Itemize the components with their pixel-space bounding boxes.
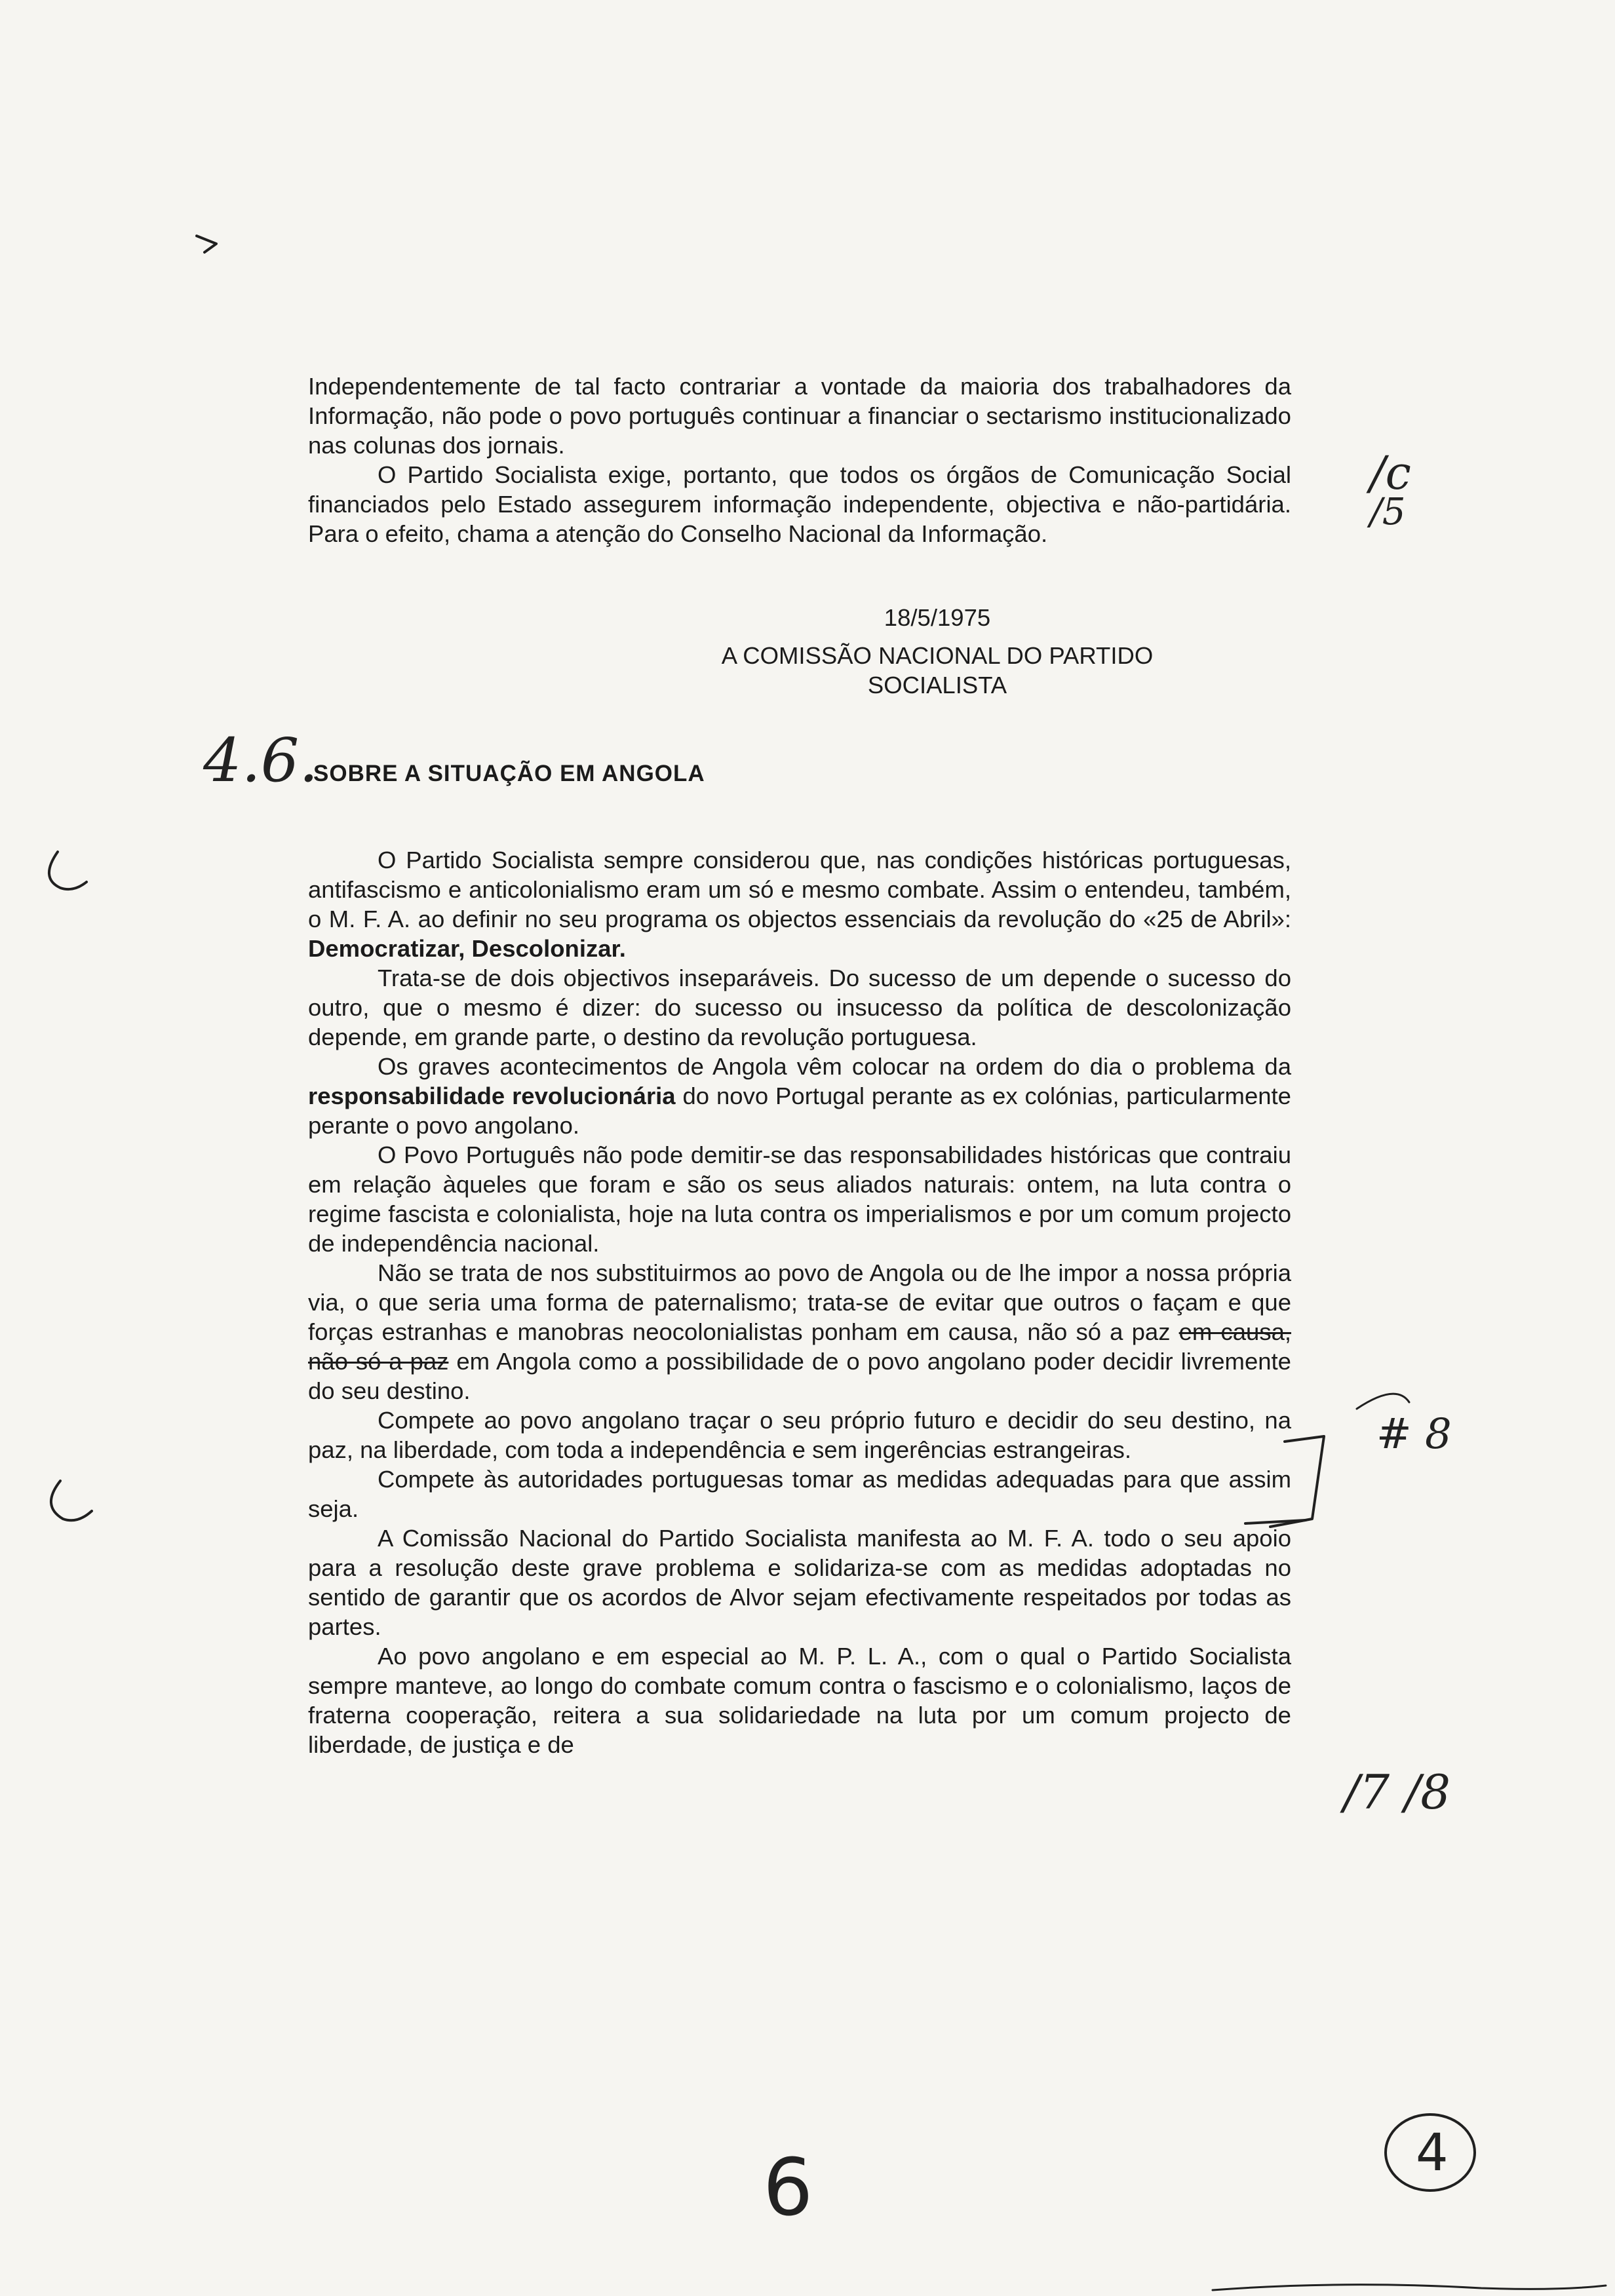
handwritten-section-number: 4.6. [203,725,319,795]
handwritten-margin-top-2: /5 [1370,491,1406,533]
hole-punch-arc-bottom [51,1481,92,1520]
document-date: 18/5/1975 [884,604,991,631]
signature-line: A COMISSÃO NACIONAL DO PARTIDO SOCIALISTA [721,642,1154,698]
paragraph-4: O Povo Português não pode demitir-se das responsabilidades históricas que contraiu em relação àqueles que foram e são os seus aliados naturais: ontem, na luta contra o regime fascista e colonialista, hoje na luta contra os imperialismos e por um comum projecto de independência nacional. [308,1141,1291,1257]
page-edge-smudge [1213,2285,1606,2290]
paragraph-1-text: O Partido Socialista sempre considerou que, nas condições históricas portuguesas, antifascismo e anticolonialismo eram um só e mesmo combate. Assim o entendeu, também, o M. F. A. ao definir no seu programa os objectos essenciais da revolução do «25 de Abril»: [308,847,1291,932]
paragraph-continuation-2: O Partido Socialista exige, portanto, que todos os órgãos de Comunicação Social financiados pelo Estado assegurem informação independente, objectiva e não-partidária. Para o efeito, chama a atenção do Conselho Nacional da Informação. [308,461,1291,547]
paragraph-9: Ao povo angolano e em especial ao M. P. L. A., com o qual o Partido Socialista sempre manteve, ao longo do combate comum contra o fascismo e o colonialismo, laços de fraterna cooperação, reitera a sua solidariedade na luta por um comum projecto de liberdade, de justiça e de [308,1643,1291,1758]
paragraph-5-struck-text: em causa, não só a paz [308,1318,1292,1375]
handwritten-margin-top: /c [1370,446,1411,500]
margin-hook-mark [1357,1394,1409,1409]
margin-bracket [1270,1436,1324,1527]
handwritten-margin-mid: # 8 [1376,1410,1452,1459]
paragraph-8: A Comissão Nacional do Partido Socialista manifesta ao M. F. A. todo o seu apoio para a resolução deste grave problema e solidariza-se com as medidas adoptadas no sentido de garantir que os acordos de Alvor sejam efectivamente respeitados por todas as partes. [308,1525,1291,1640]
paragraph-7: Compete às autoridades portuguesas tomar as medidas adequadas para que assim seja. [308,1466,1291,1522]
paragraph-3-text-b: do novo Portugal perante as ex colónias, particularmente perante o povo angolano. [308,1082,1291,1139]
paragraph-continuation-1: Independentemente de tal facto contrariar a vontade da maioria dos trabalhadores da Informação, não pode o povo português continuar a financiar o sectarismo institucionalizado nas colunas dos jornais. [308,373,1291,459]
paragraph-6: Compete ao povo angolano traçar o seu próprio futuro e decidir do seu destino, na paz, na liberdade, com toda a independência e sem ingerências estrangeiras. [308,1407,1291,1463]
hole-punch-arc-top [49,852,87,889]
handwritten-corner-number: 4 [1416,2124,1449,2183]
paragraph-1-bold: Democratizar, Descolonizar. [308,935,626,962]
paragraph-5-text-a: Não se trata de nos substituirmos ao povo de Angola ou de lhe impor a nossa própria via, o que seria uma forma de paternalismo; trata-se de evitar que outros o façam e que forças estranhas e manobras neocolonialistas ponham em causa, não só a paz [308,1259,1291,1345]
section-heading: SOBRE A SITUAÇÃO EM ANGOLA [313,761,705,786]
scan-speck-mark [197,236,216,252]
paragraph-2: Trata-se de dois objectivos inseparáveis. Do sucesso de um depende o sucesso do outro, que o mesmo é dizer: do sucesso ou insucesso da política de descolonização depende, em grande parte, o destino da revolução portuguesa. [308,965,1291,1050]
handwritten-margin-low: /7 /8 [1344,1765,1451,1820]
paragraph-3-text-a: Os graves acontecimentos de Angola vêm colocar na ordem do dia o problema da [378,1053,1291,1080]
handwritten-page-number: 6 [763,2143,813,2234]
paragraph-3-bold: responsabilidade revolucionária [308,1082,676,1109]
paragraph-5-text-b: em Angola como a possibilidade de o povo angolano poder decidir livremente do seu destino. [308,1348,1291,1404]
